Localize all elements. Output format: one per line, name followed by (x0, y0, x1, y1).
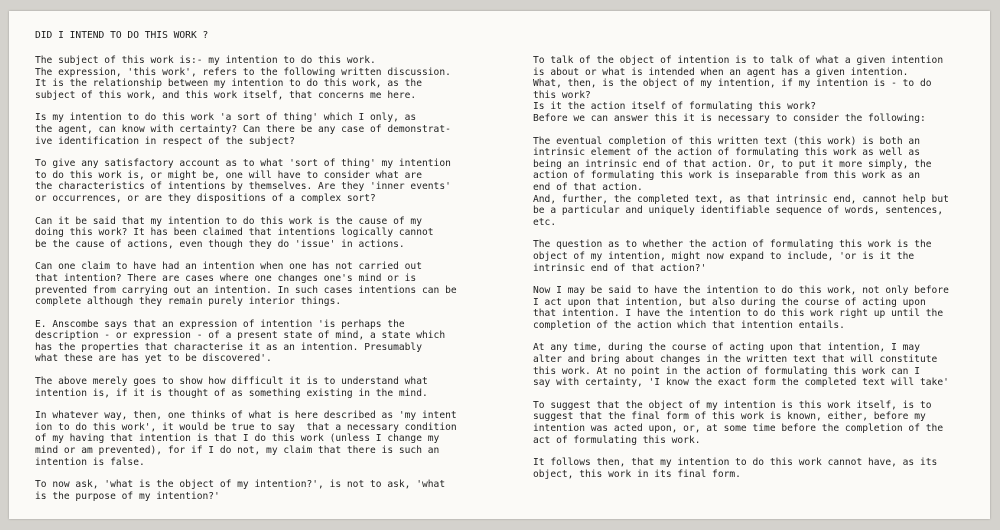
text-line: has the properties that characterise it as an intention. Presumably (35, 341, 422, 353)
text-line: doing this work? It has been claimed that intentions logically cannot (35, 227, 434, 239)
text-line: say with certainty, 'I know the exact form the completed text will take' (533, 377, 949, 389)
paragraph (533, 136, 978, 229)
paragraph (533, 239, 978, 274)
text-line: To suggest that the object of my intention is this work itself, is to (533, 399, 932, 411)
text-line: action of formulating this work is inseparable from this work as an (533, 170, 920, 182)
text-line: Is my intention to do this work 'a sort of thing' which I only, as (35, 112, 417, 124)
paragraph (533, 457, 978, 480)
text-line: intention was acted upon, or, at some time before the completion of the (533, 423, 944, 435)
text-line: act of formulating this work. (533, 434, 701, 446)
paragraph (35, 261, 485, 307)
text-line: Can it be said that my intention to do this work is the cause of my (35, 215, 422, 227)
paragraph (35, 55, 485, 101)
text-line: alter and bring about changes in the written text that will constitute (533, 354, 938, 366)
text-line: object of my intention, might now expand to include, 'or is it the (533, 250, 915, 262)
paragraph (533, 342, 978, 388)
text-line: that intention. I have the intention to do this work right up until the (533, 308, 944, 320)
text-line: To talk of the object of intention is to talk of what a given intention (533, 55, 944, 66)
left-text-column (35, 55, 485, 513)
text-line: end of that action. (533, 181, 643, 193)
paragraph (35, 410, 485, 468)
text-line: E. Anscombe says that an expression of intention 'is perhaps the (35, 318, 405, 330)
text-line: object, this work in its final form. (533, 468, 741, 480)
text-line: I act upon that intention, but also during the course of acting upon (533, 296, 926, 308)
text-line: The question as to whether the action of formulating this work is the (533, 239, 932, 251)
text-line: or occurrences, or are they dispositions of a complex sort? (35, 192, 376, 204)
paragraph (35, 376, 485, 399)
text-line: intention is, if it is thought of as something existing in the mind. (35, 387, 428, 399)
text-line: description - or expression - of a present state of mind, a state which (35, 330, 446, 342)
text-line: The subject of this work is:- my intention to do this work. (35, 55, 376, 66)
text-line: of my having that intention is that I do this work (unless I change my (35, 433, 440, 445)
text-line: What, then, is the object of my intention, if my intention is - to do (533, 78, 932, 90)
text-line: It is the relationship between my intention to do this work, as the (35, 78, 422, 90)
text-line: Before we can answer this it is necessary to consider the following: (533, 112, 926, 124)
text-line: The above merely goes to show how difficult it is to understand what (35, 376, 428, 388)
paragraph (35, 479, 485, 502)
paragraph (35, 158, 485, 204)
text-line: what these are has yet to be discovered'. (35, 353, 272, 365)
text-line: subject of this work, and this work itself, that concerns me here. (35, 89, 417, 101)
text-line: being an intrinsic end of that action. Or, to put it more simply, the (533, 158, 932, 170)
paragraph (533, 55, 978, 125)
text-line: mind or am prevented), for if I do not, my claim that there is such an (35, 445, 440, 457)
typed-sheet (9, 11, 990, 519)
text-line: prevented from carrying out an intention. In such cases intentions can be (35, 284, 457, 296)
text-line: Can one claim to have had an intention when one has not carried out (35, 261, 422, 273)
right-text-column (533, 55, 978, 491)
text-line: intrinsic end of that action?' (533, 262, 707, 274)
text-line: that intention? There are cases where one changes one's mind or is (35, 272, 417, 284)
text-line: completion of the action which that intention entails. (533, 319, 845, 331)
paragraph (35, 216, 485, 251)
text-line: to do this work is, or might be, one will have to consider what are (35, 169, 422, 181)
text-line: the agent, can know with certainty? Can there be any case of demonstrat- (35, 123, 451, 135)
text-line: The eventual completion of this written text (this work) is both an (533, 135, 920, 147)
text-line: this work. At no point in the action of formulating this work can I (533, 365, 920, 377)
document-title: DID I INTEND TO DO THIS WORK ? (35, 30, 209, 41)
text-line: Now I may be said to have the intention to do this work, not only before (533, 285, 949, 297)
text-line: intention is false. (35, 456, 145, 468)
text-line: It follows then, that my intention to do this work cannot have, as its (533, 457, 938, 469)
text-line: ion to do this work', it would be true to say that a necessary condition (35, 421, 457, 433)
text-line: this work? (533, 89, 591, 101)
text-line: To give any satisfactory account as to what 'sort of thing' my intention (35, 158, 451, 170)
paragraph (35, 112, 485, 147)
text-line: the characteristics of intentions by themselves. Are they 'inner events' (35, 181, 451, 193)
text-line: The expression, 'this work', refers to the following written discussion. (35, 66, 451, 78)
text-line: be the cause of actions, even though they do 'issue' in actions. (35, 238, 405, 250)
text-line: suggest that the final form of this work is known, either, before my (533, 411, 926, 423)
text-line: In whatever way, then, one thinks of what is here described as 'my intent (35, 410, 457, 422)
text-line: is about or what is intended when an agent has a given intention. (533, 66, 909, 78)
text-line: intrinsic element of the action of formulating this work as well as (533, 147, 920, 159)
text-line: etc. (533, 216, 557, 228)
text-line: And, further, the completed text, as that intrinsic end, cannot help but (533, 193, 949, 205)
text-line: is the purpose of my intention?' (35, 490, 220, 502)
paragraph (533, 400, 978, 446)
text-line: To now ask, 'what is the object of my intention?', is not to ask, 'what (35, 479, 446, 491)
text-line: ive identification in respect of the subject? (35, 135, 295, 147)
text-line: At any time, during the course of acting upon that intention, I may (533, 342, 920, 354)
text-line: Is it the action itself of formulating this work? (533, 101, 817, 113)
text-line: be a particular and uniquely identifiable sequence of words, sentences, (533, 205, 944, 217)
paragraph (35, 319, 485, 365)
text-line: complete although they remain purely interior things. (35, 296, 342, 308)
paragraph (533, 285, 978, 331)
